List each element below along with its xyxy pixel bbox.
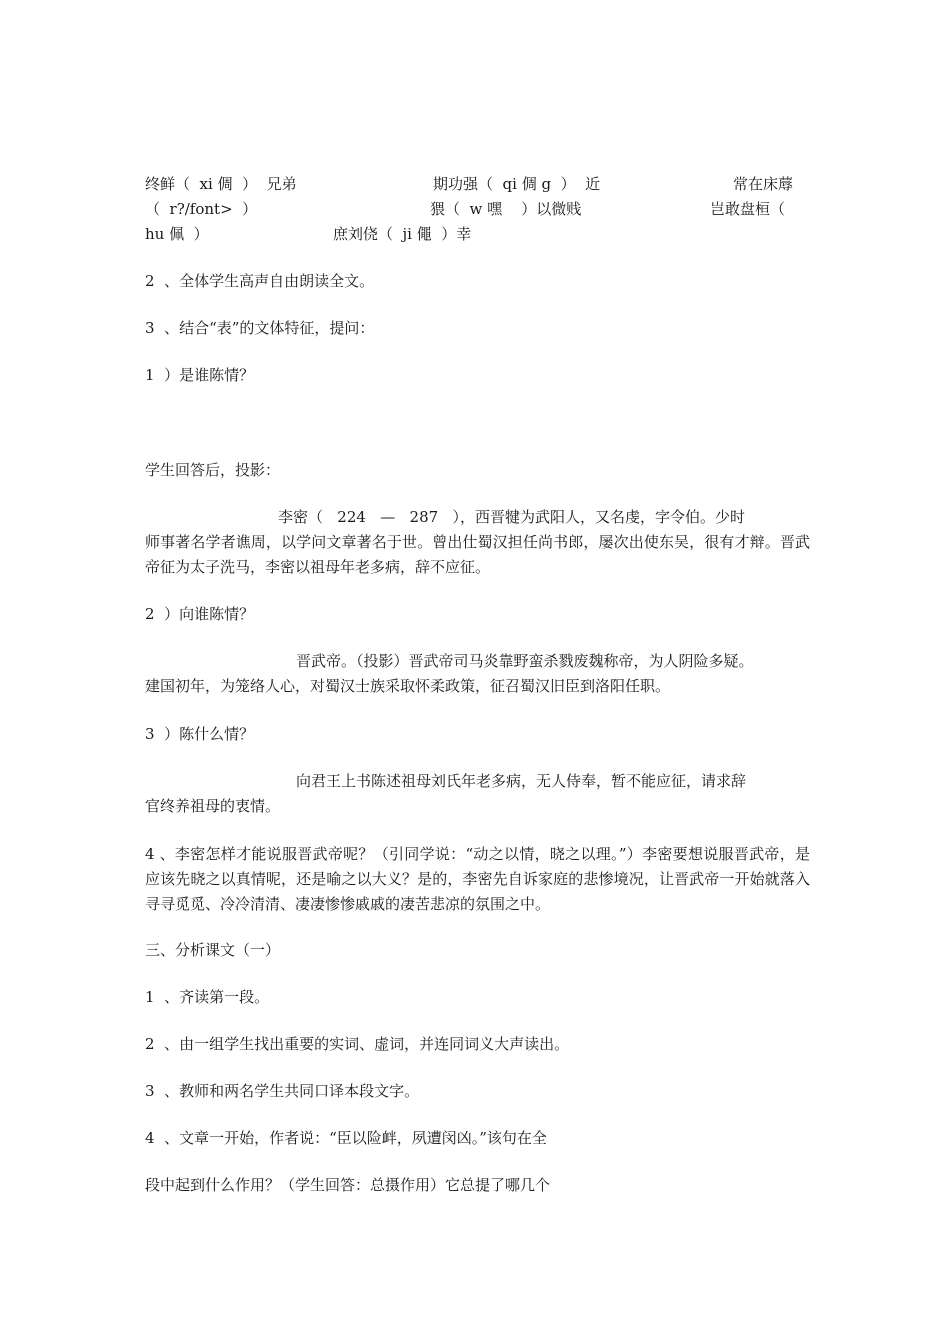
- vocab-row2-c: 岂敢盘桓（: [710, 200, 786, 218]
- step-4-continued: 段中起到什么作用？（学生回答：总摄作用）它总提了哪几个: [145, 1176, 551, 1194]
- step-1: 1 、齐读第一段。: [145, 988, 270, 1006]
- vocab-row3-a: hu 佩 ）: [145, 225, 209, 243]
- jin-emperor-first-line: 晋武帝。（投影）晋武帝司马炎靠野蛮杀戮废魏称帝，为人阴险多疑。: [296, 652, 754, 670]
- vocab-row1-a: 终鲜（ xi 倜 ） 兄弟: [145, 175, 297, 193]
- vocab-row3-b: 庶刘侥（ ji 僶 ）幸: [333, 225, 472, 243]
- limi-intro-first-line: 李密（ 224 — 287 ），西晋犍为武阳人，又名虔，字令伯。少时: [278, 508, 745, 526]
- vocab-row1-c: 常在床蓐: [733, 175, 794, 193]
- feeling-first-line: 向君王上书陈述祖母刘氏年老多病，无人侍奉，暂不能应征，请求辞: [296, 772, 747, 790]
- step-4: 4 、文章一开始，作者说：“臣以险衅，夙遭闵凶。”该句在全: [145, 1129, 547, 1147]
- vocab-row2-b: 猥（ w 嘿 ）以微贱: [430, 200, 582, 218]
- step-2: 2 、由一组学生找出重要的实词、虚词，并连同词义大声读出。: [145, 1035, 570, 1053]
- item-3-question: 3 、结合“表”的文体特征，提问：: [145, 319, 375, 337]
- after-answer-note: 学生回答后，投影：: [145, 461, 281, 479]
- step-3: 3 、教师和两名学生共同口译本段文字。: [145, 1082, 420, 1100]
- vocab-row2-a: （ r?/font> ）: [145, 200, 258, 218]
- jin-emperor-rest: 建国初年，为笼络人心，对蜀汉士族采取怀柔政策，征召蜀汉旧臣到洛阳任职。: [145, 677, 671, 695]
- question-3: 3 ）陈什么情？: [145, 725, 255, 743]
- item-4-paragraph: 4 、李密怎样才能说服晋武帝呢？（引同学说：“动之以情，晓之以理。”）李密要想说服晋武帝，是应该先晓之以真情呢，还是喻之以大义？是的，李密先自诉家庭的悲惨境况，让晋武帝一开始就落入寻寻觅觅、冷冷清清、凄凄惨惨戚戚的凄苦悲凉的氛围之中。: [145, 845, 810, 913]
- question-1: 1 ）是谁陈情？: [145, 366, 255, 384]
- limi-intro-rest: 师事著名学者谯周，以学问文章著名于世。曾出仕蜀汉担任尚书郎，屡次出使东吴，很有才辩。晋武帝征为太子洗马，李密以祖母年老多病，辞不应征。: [145, 533, 810, 576]
- item-2-read-aloud: 2 、全体学生高声自由朗读全文。: [145, 272, 375, 290]
- vocab-row1-b: 期功强（ qi 倜 g ） 近: [433, 175, 601, 193]
- feeling-rest: 官终养祖母的衷情。: [145, 797, 281, 815]
- question-2: 2 ）向谁陈情？: [145, 605, 255, 623]
- section-3-heading: 三、分析课文（一）: [145, 941, 281, 959]
